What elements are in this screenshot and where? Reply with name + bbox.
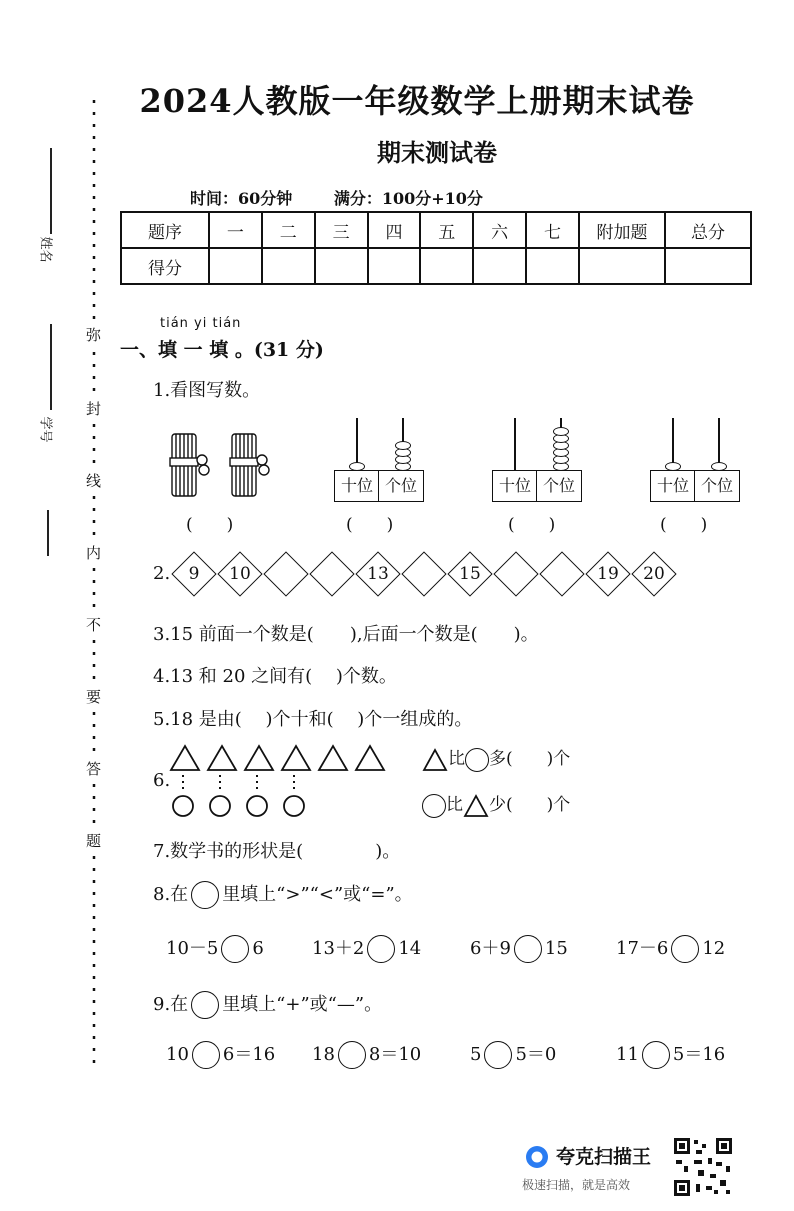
class-line[interactable] [47,510,49,556]
tens-label: 十位 [334,470,380,502]
ones-label: 个位 [378,470,424,502]
score-header: 七 [526,212,579,248]
abacus-1 [334,418,424,518]
ones-label: 个位 [536,470,582,502]
binding-char: 内 [86,540,101,565]
score-header: 六 [473,212,526,248]
q6-shapes [168,742,388,822]
circle-icon [173,796,193,816]
q8-item: 10－5 6 [166,934,264,963]
answer-circle[interactable] [671,935,699,963]
q3-text: 3.15 前面一个数是( ),后面一个数是( )。 [153,624,539,645]
circle-icon [191,991,219,1019]
answer-circle[interactable] [221,935,249,963]
score-header: 总分 [665,212,751,248]
answer-circle[interactable] [338,1041,366,1069]
abacus-bead [553,427,569,436]
binding-char: 弥 [86,322,101,347]
stick-bundles-icon [166,428,272,502]
score-header: 三 [315,212,368,248]
binding-char: 线 [86,468,101,493]
binding-dotted-line [88,100,100,1070]
q6-label: 6. [153,770,171,791]
q1-text: 1.看图写数。 [153,380,261,401]
binding-char: 封 [86,396,101,421]
q7-text: 7.数学书的形状是( )。 [153,841,401,862]
score-cell[interactable] [579,248,665,284]
tens-label: 十位 [650,470,696,502]
q8-item: 6＋9 15 [470,934,568,963]
brand-name: 夸克扫描王 [556,1146,652,1168]
score-cell[interactable] [526,248,579,284]
score-cell[interactable] [665,248,751,284]
q1-answer-blank[interactable]: ( ) [660,515,708,535]
q6-less: 比 少( )个 [422,790,570,818]
name-label: 姓名 [37,236,53,263]
score-row-label: 得分 [121,248,209,284]
score-table-row [121,248,751,284]
section-pinyin: tián yi tián [160,316,242,331]
diamond-cell[interactable]: 9 [172,552,216,596]
exam-info [190,186,730,209]
q6-more: 比 多( )个 [422,744,570,772]
circle-icon [284,796,304,816]
score-header: 五 [420,212,473,248]
score-table-header-row [121,212,751,248]
id-line[interactable] [50,324,52,410]
abacus-bead [395,441,411,450]
time-limit: 时间：60分钟 [190,189,293,208]
score-cell[interactable] [315,248,368,284]
score-cell[interactable] [209,248,262,284]
q1-answer-blank[interactable]: ( ) [346,515,394,535]
diamond-cell[interactable]: 15 [448,552,492,596]
binding-char: 不 [86,612,101,637]
q9-item: 18 8＝10 [312,1040,421,1069]
triangle-icon [171,746,199,770]
score-cell[interactable] [368,248,421,284]
answer-circle[interactable] [642,1041,670,1069]
score-table [120,211,752,285]
q9-item: 10 6＝16 [166,1040,275,1069]
circle-icon [465,748,489,772]
score-cell[interactable] [420,248,473,284]
q4-text: 4.13 和 20 之间有( )个数。 [153,666,397,687]
diamond-cell[interactable]: 19 [586,552,630,596]
section-heading: 一、填 一 填 。(31 分) [120,339,324,361]
triangle-icon [463,794,489,818]
q9-item: 11 5＝16 [616,1040,725,1069]
binding-char: 要 [86,684,101,709]
diamond-cell[interactable] [402,552,446,596]
q2-label: 2. [153,563,171,584]
exam-title: 2024人教版一年级数学上册期末试卷 [139,82,695,120]
score-header: 四 [368,212,421,248]
score-header: 二 [262,212,315,248]
diamond-cell[interactable] [310,552,354,596]
triangle-icon [319,746,347,770]
diamond-cell[interactable]: 10 [218,552,262,596]
diamond-cell[interactable] [494,552,538,596]
brand-slogan: 极速扫描，就是高效 [522,1178,631,1192]
q8-item: 13＋2 14 [312,934,421,963]
id-label: 学号 [37,416,53,443]
triangle-icon [422,748,448,772]
ones-label: 个位 [694,470,740,502]
q8-text: 8.在 里填上“>”“<”或“=”。 [153,880,413,909]
name-line[interactable] [50,148,52,234]
abacus-2 [492,418,582,518]
circle-icon [422,794,446,818]
tens-label: 十位 [492,470,538,502]
abacus-3 [650,418,740,518]
binding-char: 答 [86,756,101,781]
exam-subtitle: 期末测试卷 [377,138,497,167]
full-score: 满分：100分+10分 [333,189,483,208]
q1-answer-blank[interactable]: ( ) [508,515,556,535]
triangle-icon [282,746,310,770]
q5-text: 5.18 是由( )个十和( )个一组成的。 [153,709,473,730]
circle-icon [210,796,230,816]
diamond-cell[interactable] [540,552,584,596]
diamond-cell[interactable]: 13 [356,552,400,596]
answer-circle[interactable] [192,1041,220,1069]
quark-logo-icon [524,1144,550,1170]
score-header: 题序 [121,212,209,248]
answer-circle[interactable] [484,1041,512,1069]
triangle-icon [208,746,236,770]
answer-circle[interactable] [514,935,542,963]
diamond-cell[interactable]: 20 [632,552,676,596]
q8-item: 17－6 12 [616,934,725,963]
q9-text: 9.在 里填上“+”或“—”。 [153,990,382,1019]
score-cell[interactable] [262,248,315,284]
qr-code-icon [672,1136,734,1198]
diamond-sequence [172,552,678,596]
abacus-rod [514,418,516,470]
q9-item: 5 5＝0 [470,1040,556,1069]
score-header: 附加题 [579,212,665,248]
score-header: 一 [209,212,262,248]
diamond-cell[interactable] [264,552,308,596]
circle-icon [191,881,219,909]
triangle-icon [245,746,273,770]
binding-char: 题 [86,828,101,853]
score-cell[interactable] [473,248,526,284]
q1-answer-blank[interactable]: ( ) [186,515,234,535]
answer-circle[interactable] [367,935,395,963]
circle-icon [247,796,267,816]
triangle-icon [356,746,384,770]
